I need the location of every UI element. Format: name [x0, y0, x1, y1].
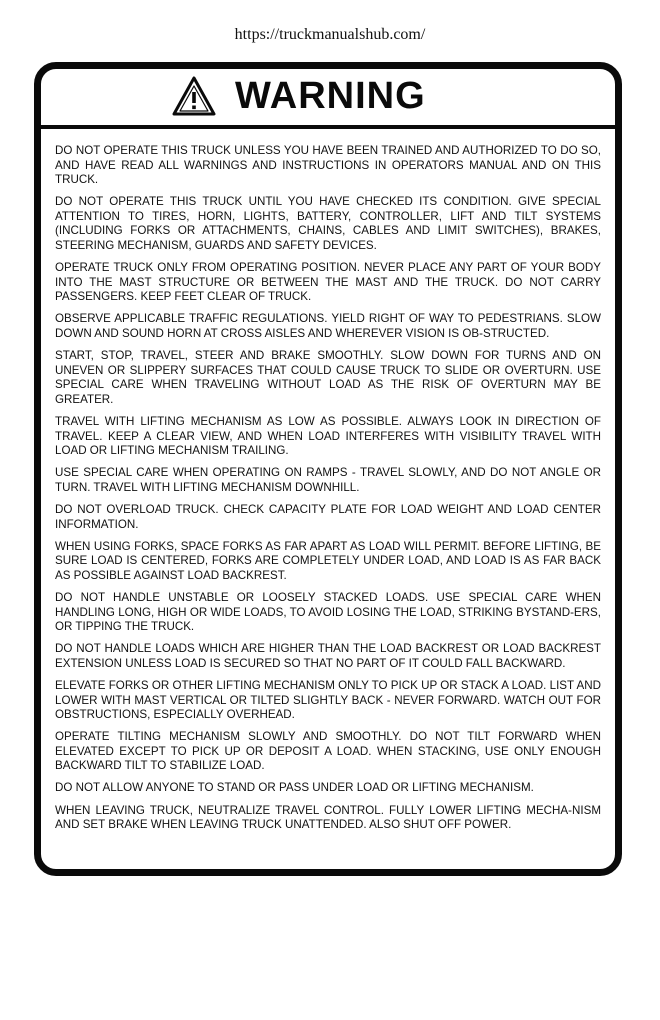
source-url: https://truckmanualshub.com/: [234, 26, 426, 43]
warning-header: [41, 69, 615, 129]
warning-label: [34, 62, 622, 876]
warning-paragraph: START, STOP, TRAVEL, STEER AND BRAKE SMOOTHLY. SLOW DOWN FOR TURNS AND ON UNEVEN OR SLIPPERY SURFACES THAT COULD CAUSE TRUCK TO SLIDE OR OVERTURN. USE SPECIAL CARE WHEN TRAVELING WITHOUT LOAD AS THE RISK OF OVERTURN MAY BE GREATER.: [55, 349, 601, 406]
warning-triangle-icon: [171, 75, 217, 117]
warning-title: WARNING: [235, 75, 426, 117]
warning-paragraph: USE SPECIAL CARE WHEN OPERATING ON RAMPS - TRAVEL SLOWLY, AND DO NOT ANGLE OR TURN. TRAVEL WITH LIFTING MECHANISM DOWNHILL.: [55, 466, 601, 494]
warning-paragraph: DO NOT HANDLE LOADS WHICH ARE HIGHER THAN THE LOAD BACKREST OR LOAD BACKREST EXTENSION UNLESS LOAD IS SECURED SO THAT NO PART OF IT COULD FALL BACKWARD.: [55, 642, 601, 670]
warning-paragraph: DO NOT ALLOW ANYONE TO STAND OR PASS UNDER LOAD OR LIFTING MECHANISM.: [55, 781, 534, 795]
warning-paragraph: DO NOT OVERLOAD TRUCK. CHECK CAPACITY PLATE FOR LOAD WEIGHT AND LOAD CENTER INFORMATION.: [55, 502, 601, 531]
warning-paragraph: DO NOT OPERATE THIS TRUCK UNLESS YOU HAVE BEEN TRAINED AND AUTHORIZED TO DO SO, AND HAVE READ ALL WARNINGS AND INSTRUCTIONS IN OPERATORS MANUAL AND ON THIS TRUCK.: [55, 144, 601, 187]
warning-paragraph: DO NOT OPERATE THIS TRUCK UNTIL YOU HAVE CHECKED ITS CONDITION. GIVE SPECIAL ATTENTION TO TIRES, HORN, LIGHTS, BATTERY, CONTROLLER, LIFT AND TILT SYSTEMS (INCLUDING FORKS OR ATTACHMENTS, CHAINS, CABLES AND LIMIT SWITCHES), BRAKES, STEERING MECHANISM, GUARDS AND SAFETY DEVICES.: [55, 195, 601, 253]
warning-paragraph: TRAVEL WITH LIFTING MECHANISM AS LOW AS POSSIBLE. ALWAYS LOOK IN DIRECTION OF TRAVEL. KEEP A CLEAR VIEW, AND WHEN LOAD INTERFERES WITH VISIBILITY TRAVEL WITH LOAD OR LIFTING MECHANISM TRAILING.: [55, 415, 601, 458]
warning-paragraph: WHEN USING FORKS, SPACE FORKS AS FAR APART AS LOAD WILL PERMIT. BEFORE LIFTING, BE SURE LOAD IS CENTERED, FORKS ARE COMPLETELY UNDER LOAD, AND LOAD IS AS FAR BACK AS POSSIBLE AGAINST LOAD BACKREST.: [55, 539, 601, 582]
warning-paragraph: OBSERVE APPLICABLE TRAFFIC REGULATIONS. YIELD RIGHT OF WAY TO PEDESTRIANS. SLOW DOWN AND SOUND HORN AT CROSS AISLES AND WHEREVER VISION IS OB-STRUCTED.: [55, 312, 601, 341]
warning-paragraph: OPERATE TILTING MECHANISM SLOWLY AND SMOOTHLY. DO NOT TILT FORWARD WHEN ELEVATED EXCEPT TO PICK UP OR DEPOSIT A LOAD. WHEN STACKING, USE ONLY ENOUGH BACKWARD TILT TO STABILIZE LOAD.: [55, 730, 601, 773]
warning-paragraph: WHEN LEAVING TRUCK, NEUTRALIZE TRAVEL CONTROL. FULLY LOWER LIFTING MECHA-NISM AND SET BRAKE WHEN LEAVING TRUCK UNATTENDED. ALSO SHUT OFF POWER.: [55, 803, 601, 832]
warning-paragraph: ELEVATE FORKS OR OTHER LIFTING MECHANISM ONLY TO PICK UP OR STACK A LOAD. LIST AND LOWER WITH MAST VERTICAL OR TILTED SLIGHTLY BACK - NEVER FORWARD. WATCH OUT FOR OBSTRUCTIONS, ESPECIALLY OVERHEAD.: [55, 678, 601, 722]
warning-body: [55, 144, 601, 840]
warning-paragraph: DO NOT HANDLE UNSTABLE OR LOOSELY STACKED LOADS. USE SPECIAL CARE WHEN HANDLING LONG, HIGH OR WIDE LOADS, TO AVOID LOSING THE LOAD, STRIKING BYSTAND-ERS, OR TIPPING THE TRUCK.: [55, 590, 601, 634]
warning-paragraph: OPERATE TRUCK ONLY FROM OPERATING POSITION. NEVER PLACE ANY PART OF YOUR BODY INTO THE MAST STRUCTURE OR BETWEEN THE MAST AND THE TRUCK. DO NOT CARRY PASSENGERS. KEEP FEET CLEAR OF TRUCK.: [55, 261, 601, 304]
